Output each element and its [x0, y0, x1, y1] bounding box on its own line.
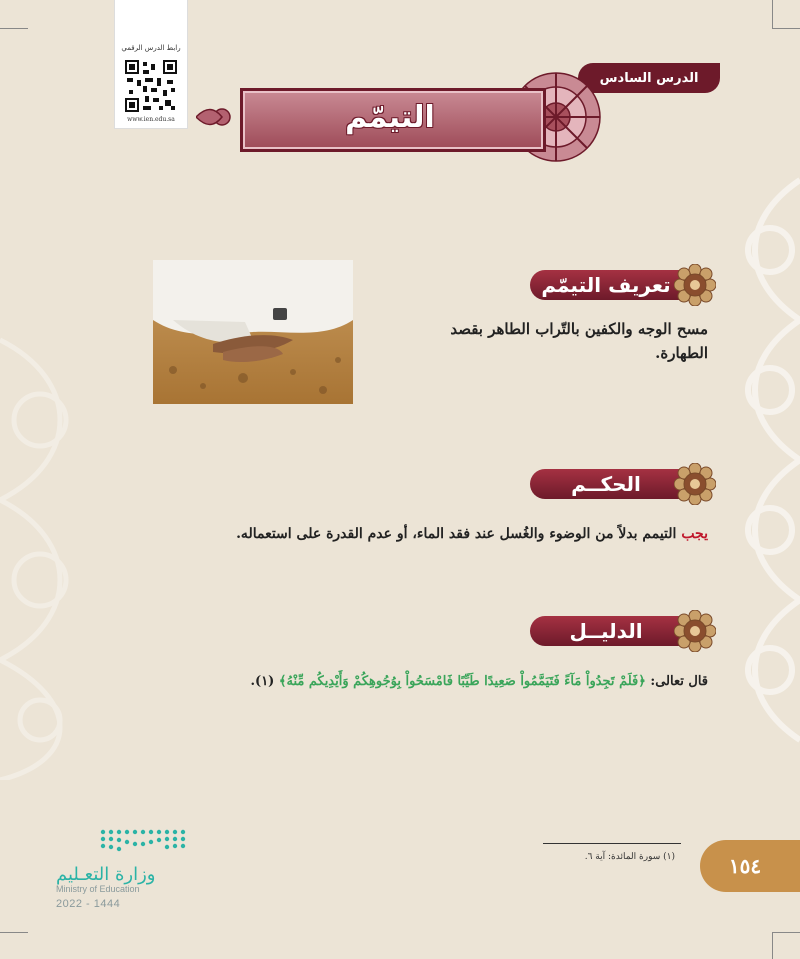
section-heading-ruling	[510, 463, 716, 503]
crop-mark	[0, 932, 28, 933]
ministry-name-ar: وزارة التعـليم	[56, 864, 156, 885]
footnote: (١) سورة المائدة: آية ٦.	[584, 852, 675, 862]
flower-icon	[674, 264, 716, 306]
crop-mark	[772, 28, 800, 29]
edition-year: 2022 - 1444	[56, 898, 121, 910]
quran-verse: ﴿فَلَمْ تَجِدُواْ مَآءً فَتَيَمَّمُواْ صَعِيدًا طَيِّبًا فَامْسَحُواْ بِوُجُوهِكُمْ وَأَيْدِيكُم مِّنْهُ﴾	[278, 674, 646, 689]
definition-line-1: مسح الوجه والكفين بالتّراب الطاهر بقصد	[450, 320, 708, 338]
evidence-text	[150, 671, 708, 693]
ministry-logo-icon	[55, 826, 195, 866]
footnote-ref: (١).	[250, 674, 279, 689]
section-heading-label: الدليــل	[530, 616, 682, 646]
flower-icon	[674, 610, 716, 652]
section-heading-evidence	[510, 610, 716, 650]
crop-mark	[772, 932, 800, 933]
ruling-body: التيمم بدلاً من الوضوء والغُسل عند فقد الماء، أو عدم القدرة على استعماله.	[236, 526, 682, 542]
title-banner	[196, 60, 616, 170]
definition-line-2: الطهارة.	[655, 344, 708, 362]
page-title: التيمّم	[345, 99, 435, 135]
section-heading-definition	[510, 264, 716, 304]
crop-mark	[0, 28, 28, 29]
flower-icon	[674, 463, 716, 505]
qr-url[interactable]: www.ien.edu.sa	[127, 116, 175, 123]
page-number: ١٥٤	[728, 854, 762, 878]
crop-mark	[772, 932, 773, 959]
qr-card[interactable]	[114, 0, 188, 129]
lesson-badge: الدرس السادس	[578, 63, 720, 93]
photo-hands-on-earth	[153, 260, 353, 404]
evidence-intro: قال تعالى:	[645, 674, 708, 689]
section-heading-label: تعريف التيمّم	[530, 270, 682, 300]
ruling-keyword: يجب	[681, 526, 708, 542]
crop-mark	[772, 0, 773, 28]
section-heading-label: الحكــم	[530, 469, 682, 499]
footnote-divider	[543, 843, 681, 844]
qr-label: رابط الدرس الرقمي	[121, 44, 181, 52]
qr-code-icon[interactable]	[125, 60, 177, 112]
ruling-text	[150, 523, 708, 545]
ministry-name-en: Ministry of Education	[56, 884, 140, 894]
